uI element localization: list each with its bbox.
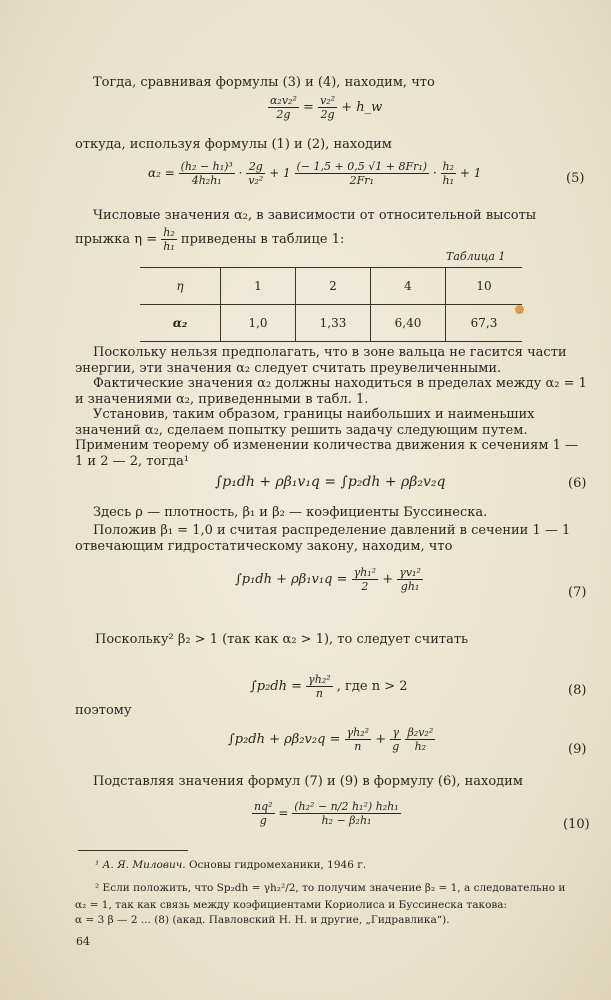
table-cell: 6,40	[371, 305, 446, 342]
paragraph-1: Тогда, сравнивая формулы (3) и (4), находим, что	[93, 75, 435, 90]
footnote-2-line-2: α₂ = 1, так как связь между коэфициентами Кориолиса и Буссинеска такова:	[75, 899, 508, 911]
paragraph-6: Установив, таким образом, границы наибольших и наименьших значений α₂, сделаем попытку решить задачу следующим путем. Применим теорему об изменении количества движения к сечениям 1 — 1 и 2 — 2, тогда¹	[75, 407, 578, 469]
equation-10-number: (10)	[563, 817, 590, 832]
table-row-eta	[140, 268, 522, 305]
footnote-2-line-3: α = 3 β — 2 ... (8) (акад. Павловский Н. Н. и другие, „Гидравлика“).	[75, 914, 450, 926]
equation-9-number: (9)	[568, 742, 587, 757]
table-cell: 2	[296, 268, 371, 305]
paragraph-2: откуда, используя формулы (1) и (2), находим	[75, 137, 392, 152]
equation-a: $\frac{\text{α₂v₂²}}{2g}$ = $\frac{\text{v₂²}}{2g}$ + h_w	[270, 94, 383, 121]
equation-9: ∫p₂dh + ρβ₂v₂q = $\frac{\text{γh₂²}}{n}$ + $\frac{\gamma}{g}$ $\frac{\text{β₂v₂²}}{\text{h₂}}$	[228, 726, 434, 753]
paragraph-9: Поскольку² β₂ > 1 (так как α₂ > 1), то следует считать	[95, 632, 469, 647]
table-cell: 1,33	[296, 305, 371, 342]
page-number: 64	[76, 935, 90, 948]
equation-8-number: (8)	[568, 683, 587, 698]
table-cell: 1	[221, 268, 296, 305]
table-cell: 10	[446, 268, 523, 305]
paragraph-3-line-1: Числовые значения α₂, в зависимости от относительной высоты	[93, 208, 537, 223]
paragraph-4: Поскольку нельзя предполагать, что в зоне вальца не гасится части энергии, эти значения α₂ следует считать преувеличенными.	[75, 345, 567, 376]
paragraph-7: Здесь ρ — плотность, β₁ и β₂ — коэфициенты Буссинеска.	[93, 505, 488, 520]
equation-7: ∫p₁dh + ρβ₁v₁q = $\frac{\text{γh₁²}}{2}$ + $\frac{\text{γv₁²}}{\text{gh₁}}$	[235, 566, 421, 593]
equation-7-number: (7)	[568, 585, 587, 600]
footnote-rule	[78, 850, 188, 851]
paragraph-8: Положив β₁ = 1,0 и считая распределение давлений в сечении 1 — 1 отвечающим гидростатическому закону, находим, что	[75, 523, 571, 554]
paragraph-11: Подставляя значения формул (7) и (9) в формулу (6), находим	[93, 774, 523, 789]
footnote-2-line-1: ² Если положить, что Sp₂dh = γh₂²/2, то получим значение β₂ = 1, а следовательно и	[95, 882, 566, 894]
equation-6-number: (6)	[568, 476, 587, 491]
table-row-alpha	[140, 305, 522, 342]
paragraph-10: поэтому	[75, 703, 132, 718]
paragraph-3-line-2: прыжка η = $\frac{\text{h₂}}{\text{h₁}}$ приведены в таблице 1:	[75, 226, 345, 253]
ink-stain	[515, 305, 524, 314]
table-cell: 1,0	[221, 305, 296, 342]
equation-5-number: (5)	[566, 171, 585, 186]
equation-6: ∫p₁dh + ρβ₁v₁q = ∫p₂dh + ρβ₂v₂q	[215, 474, 446, 490]
table-caption: Таблица 1	[446, 250, 506, 263]
equation-8: ∫p₂dh = $\frac{\text{γh₂²}}{n}$ , где n > 2	[250, 673, 408, 700]
table-1	[140, 267, 522, 342]
equation-10: $\frac{\text{nq²}}{g}$ = $\frac{\text{(h₂² − n/2 h₁²) h₂h₁}}{\text{h₂ − β₂h₁}}$	[254, 800, 399, 827]
paragraph-5: Фактические значения α₂ должны находиться в пределах между α₂ = 1 и значениями α₂, приведенными в табл. 1.	[75, 376, 587, 407]
equation-5: α₂ = $\frac{\text{(h₂ − h₁)³}}{\text{4h₂h₁}}$ · $\frac{2g}{\text{v₂²}}$ + 1 $\frac{\text{(− 1,5 + 0,5 √1 + 8Fr₁)}}{\text{2Fr₁}}$ · $\frac{\text{h₂}}{\text{h₁}}$ + 1	[148, 160, 482, 187]
footnote-1: ¹ А. Я. Милович. Основы гидромеханики, 1946 г.	[95, 859, 367, 871]
table-cell: η	[140, 268, 221, 305]
table-cell: α₂	[140, 305, 221, 342]
table-cell: 4	[371, 268, 446, 305]
table-cell: 67,3	[446, 305, 523, 342]
